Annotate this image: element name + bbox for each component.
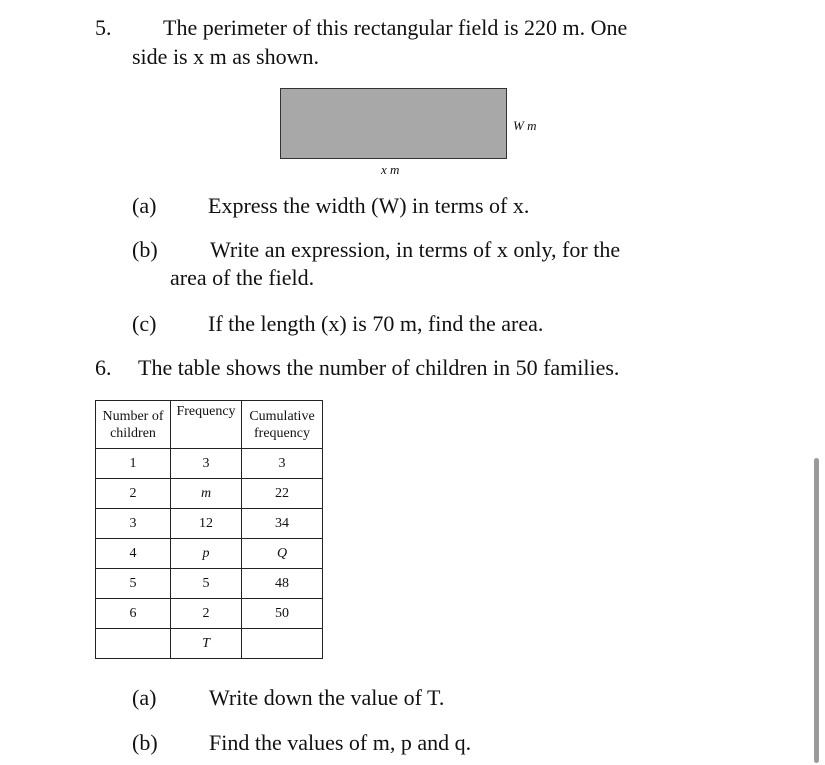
q5-number: 5. xyxy=(95,15,112,40)
table-cell: 3 xyxy=(242,449,323,479)
table-cell: 1 xyxy=(96,449,171,479)
table-cell: 4 xyxy=(96,539,171,569)
table-cell xyxy=(96,629,171,659)
width-label: W m xyxy=(513,118,537,133)
table-cell: 12 xyxy=(171,509,242,539)
table-cell: T xyxy=(171,629,242,659)
length-label: x m xyxy=(381,162,400,177)
header-frequency xyxy=(171,401,242,449)
field-rectangle xyxy=(280,88,507,159)
table-cell: 2 xyxy=(171,599,242,629)
q5-stem-line1: The perimeter of this rectangular field is 220 m. One xyxy=(163,15,628,40)
table-cell: m xyxy=(171,479,242,509)
table-cell: 3 xyxy=(171,449,242,479)
header-line: children xyxy=(110,425,156,441)
table-cell: 22 xyxy=(242,479,323,509)
q5b-text-line1: Write an expression, in terms of x only, for the xyxy=(210,237,621,262)
table-cell: 5 xyxy=(171,569,242,599)
table-header-row xyxy=(96,401,323,449)
table-cell: 5 xyxy=(96,569,171,599)
table-cell: 2 xyxy=(96,479,171,509)
q5c-text: If the length (x) is 70 m, find the area. xyxy=(208,311,544,336)
q5b-text-line2: area of the field. xyxy=(170,265,315,290)
header-line: Frequency xyxy=(176,404,236,419)
table-row xyxy=(96,509,323,539)
q5a-label: (a) xyxy=(132,193,157,218)
vertical-scrollbar[interactable] xyxy=(814,458,819,763)
table-row xyxy=(96,539,323,569)
q6-number: 6. xyxy=(95,355,112,380)
header-line: frequency xyxy=(254,425,310,441)
q5a-text: Express the width (W) in terms of x. xyxy=(208,193,530,218)
table-row xyxy=(96,569,323,599)
table-cell: 3 xyxy=(96,509,171,539)
header-line: Cumulative xyxy=(249,408,315,424)
q6a-label: (a) xyxy=(132,685,157,710)
table-cell: 34 xyxy=(242,509,323,539)
header-number-of-children xyxy=(96,401,171,449)
table-row xyxy=(96,479,323,509)
children-frequency-table xyxy=(95,400,323,659)
q6b-text: Find the values of m, p and q. xyxy=(209,730,472,755)
q6a-text: Write down the value of T. xyxy=(209,685,445,710)
table-cell: p xyxy=(171,539,242,569)
table-row xyxy=(96,599,323,629)
q5c-label: (c) xyxy=(132,311,157,336)
table-cell: 50 xyxy=(242,599,323,629)
q5-stem-line2: side is x m as shown. xyxy=(132,44,319,69)
header-line: Number of xyxy=(102,408,164,424)
q5b-label: (b) xyxy=(132,237,158,262)
header-cumulative-frequency xyxy=(242,401,323,449)
table-cell xyxy=(242,629,323,659)
table-cell: 6 xyxy=(96,599,171,629)
q6b-label: (b) xyxy=(132,730,158,755)
q6-stem: The table shows the number of children in 50 families. xyxy=(138,355,620,380)
table-row xyxy=(96,449,323,479)
table-cell: Q xyxy=(242,539,323,569)
table-row xyxy=(96,629,323,659)
table-cell: 48 xyxy=(242,569,323,599)
